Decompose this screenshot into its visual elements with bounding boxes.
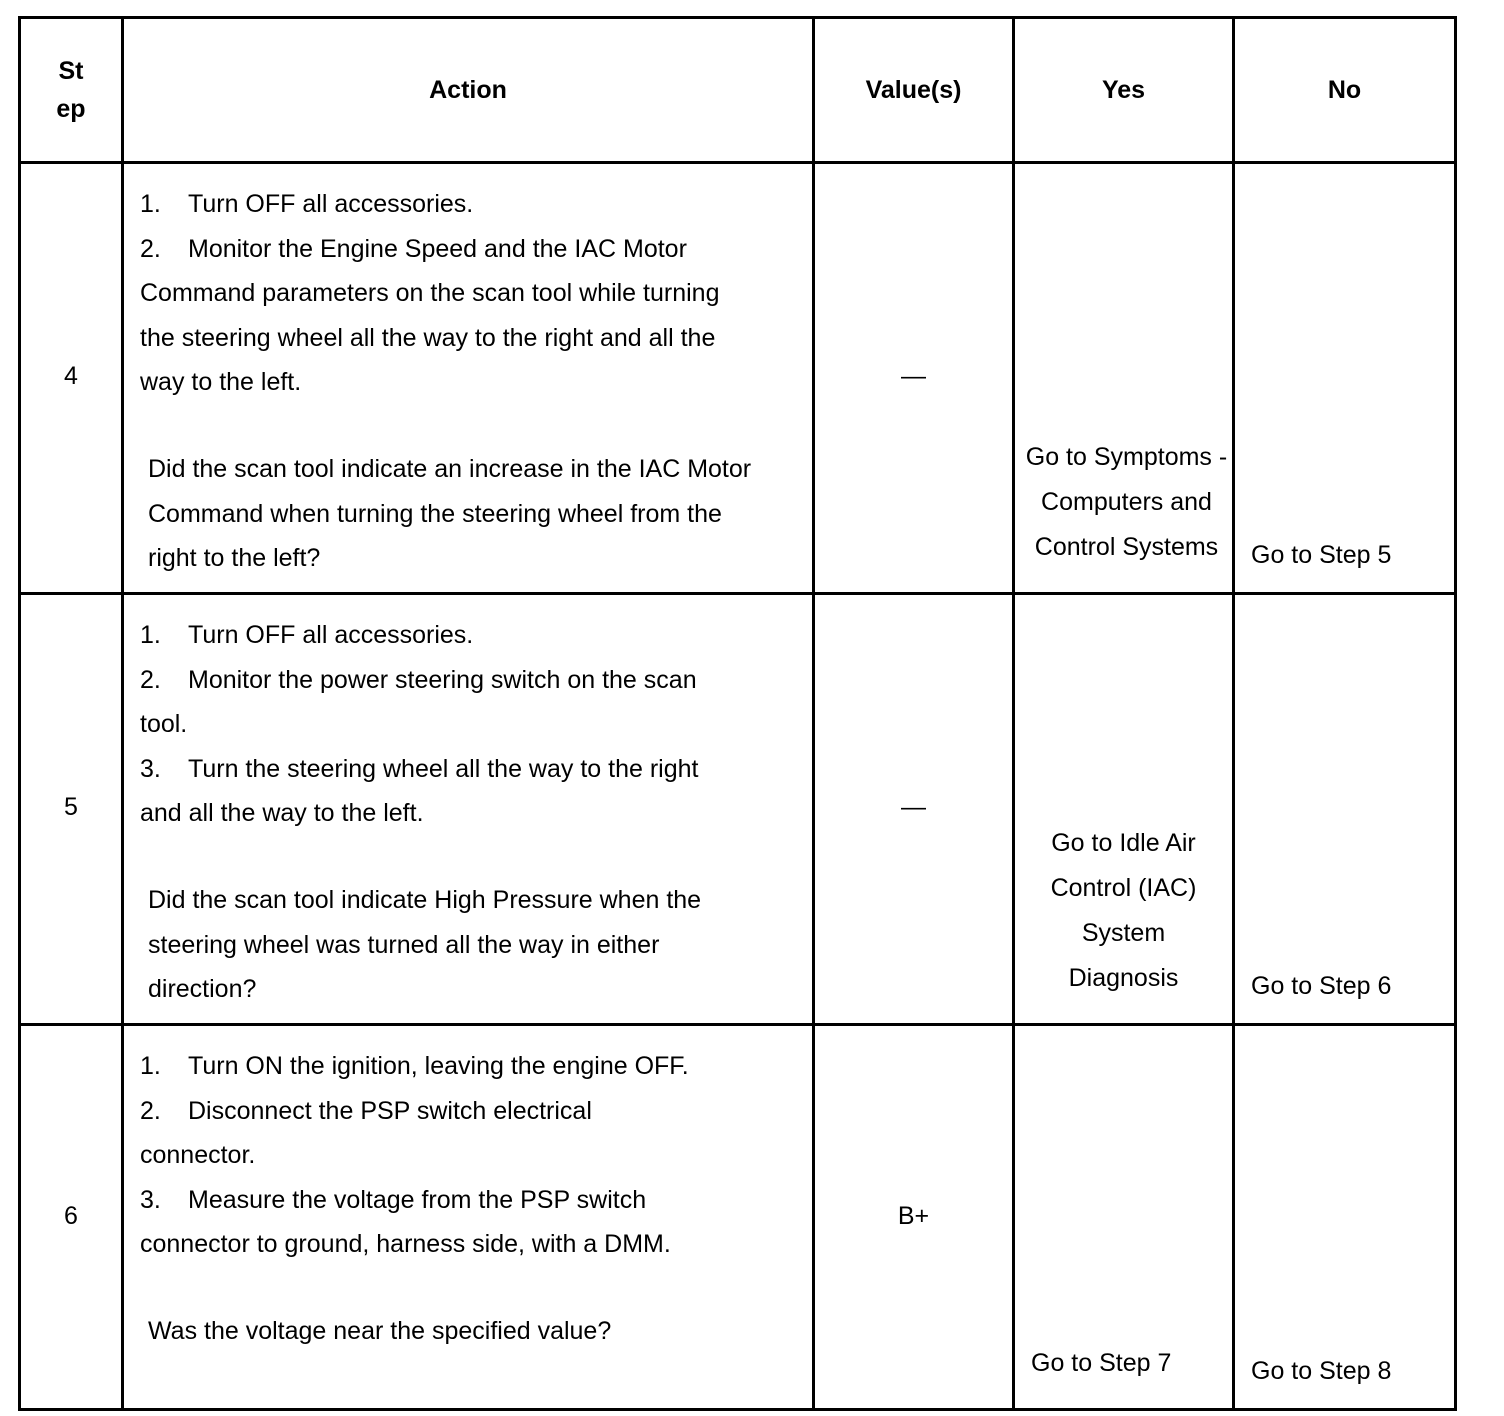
action-cell [123, 1025, 814, 1410]
action-item: 2. Monitor the power steering switch on the scan tool. [140, 665, 697, 739]
step-cell [20, 1025, 123, 1410]
action-item: 3. Turn the steering wheel all the way to the right and all the way to the left. [140, 754, 699, 828]
yes-cell [1014, 163, 1234, 594]
action-item: 2. Disconnect the PSP switch electrical connector. [140, 1096, 592, 1170]
action-cell [123, 594, 814, 1025]
action-question: Did the scan tool indicate High Pressure when the steering wheel was turned all the way in either direction? [148, 885, 702, 1004]
yes-cell [1014, 1025, 1234, 1410]
value-cell [814, 1025, 1014, 1410]
action-question: Was the voltage near the specified value? [148, 1316, 612, 1345]
step-number: 4 [64, 362, 78, 390]
action-item: 1. Turn OFF all accessories. [140, 621, 474, 649]
yes-link[interactable]: Go to Idle Air Control (IAC) System Diagnosis [1050, 829, 1197, 992]
value-text: B+ [897, 1202, 930, 1230]
value-cell [814, 163, 1014, 594]
step-cell [20, 163, 123, 594]
yes-link[interactable]: Go to Step 7 [1031, 1349, 1172, 1377]
header-step: St ep [20, 18, 123, 163]
table-row [20, 163, 1456, 594]
value-cell [814, 594, 1014, 1025]
step-number: 5 [64, 793, 78, 821]
table-row [20, 594, 1456, 1025]
action-question: Did the scan tool indicate an increase in the IAC Motor Command when turning the steering wheel from the right to the left? [148, 454, 752, 573]
yes-link[interactable]: Go to Symptoms - Computers and Control Systems [1025, 443, 1228, 561]
value-text: — [901, 793, 926, 821]
no-cell [1234, 163, 1456, 594]
value-text: — [901, 362, 926, 390]
header-row [20, 18, 1456, 163]
header-no: No [1234, 18, 1456, 163]
no-cell [1234, 594, 1456, 1025]
no-link[interactable]: Go to Step 8 [1251, 1357, 1392, 1385]
table-row [20, 1025, 1456, 1410]
step-number: 6 [64, 1202, 78, 1230]
diagnostic-table [18, 16, 1457, 1411]
action-item: 2. Monitor the Engine Speed and the IAC Motor Command parameters on the scan tool while turning the steering wheel all the way to the right and all the way to the left. [140, 234, 720, 397]
action-item: 1. Turn ON the ignition, leaving the engine OFF. [140, 1052, 689, 1080]
no-link[interactable]: Go to Step 5 [1251, 541, 1392, 569]
no-link[interactable]: Go to Step 6 [1251, 972, 1392, 1000]
header-values: Value(s) [814, 18, 1014, 163]
yes-cell [1014, 594, 1234, 1025]
action-item: 3. Measure the voltage from the PSP switch connector to ground, harness side, with a DMM. [140, 1185, 671, 1259]
no-cell [1234, 1025, 1456, 1410]
action-cell [123, 163, 814, 594]
header-yes: Yes [1014, 18, 1234, 163]
header-action: Action [123, 18, 814, 163]
action-item: 1. Turn OFF all accessories. [140, 190, 474, 218]
step-cell [20, 594, 123, 1025]
